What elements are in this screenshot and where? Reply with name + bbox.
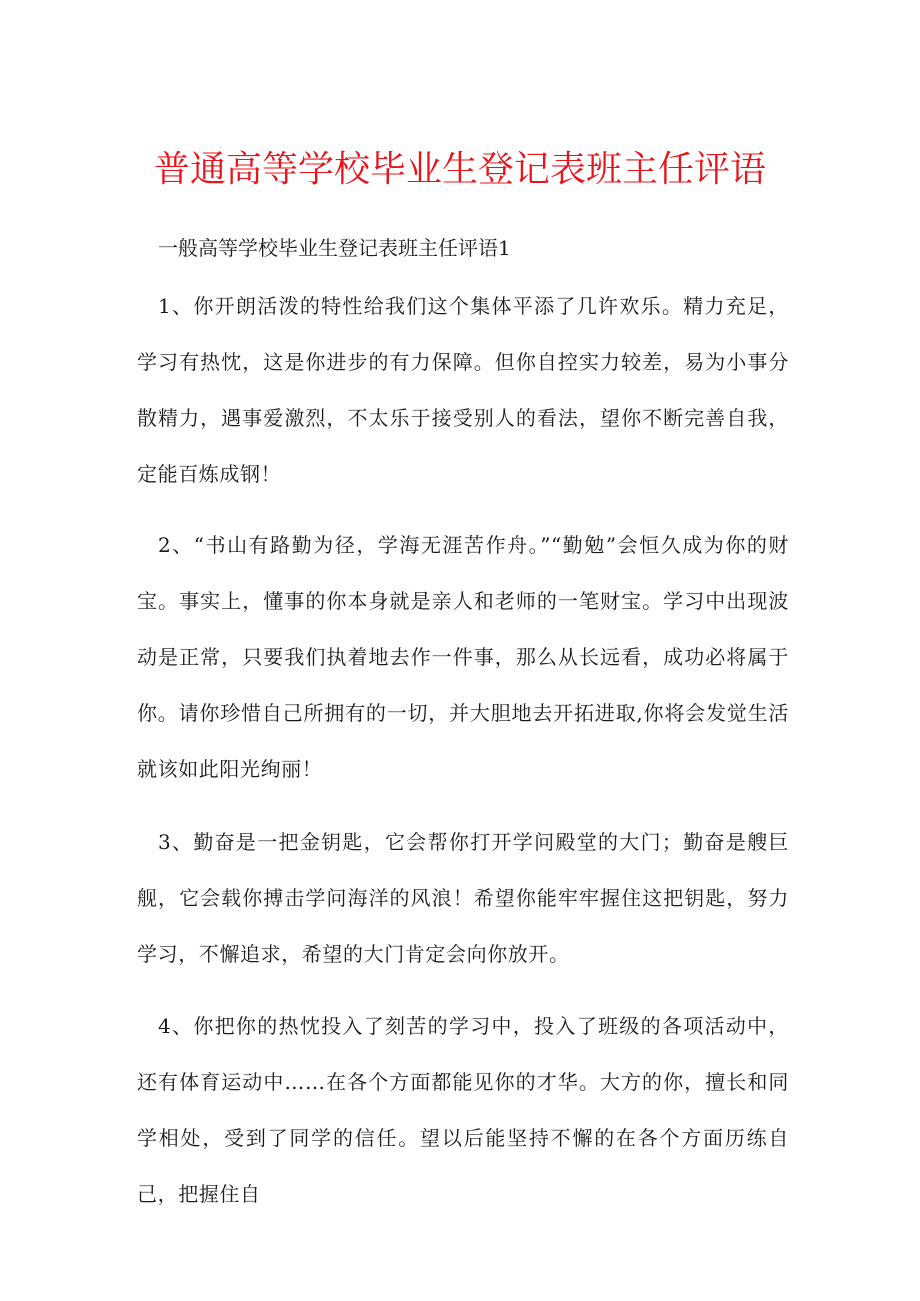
comment-paragraph-4: 4、你把你的热忱投入了刻苦的学习中，投入了班级的各项活动中，还有体育运动中……在各个方面都能见你的才华。大方的你，擅长和同学相处，受到了同学的信任。望以后能坚持不懈的在各个方面历练自己，把握住自 xyxy=(137,1014,789,1206)
page-title: 普通高等学校毕业生登记表班主任评语 xyxy=(153,149,766,190)
document-subtitle: 一般高等学校毕业生登记表班主任评语1 xyxy=(158,236,511,260)
comment-paragraph-3: 3、勤奋是一把金钥匙，它会帮你打开学问殿堂的大门；勤奋是艘巨舰，它会载你搏击学问海洋的风浪！希望你能牢牢握住这把钥匙，努力学习，不懈追求，希望的大门肯定会向你放开。 xyxy=(137,830,789,966)
comment-paragraph-1: 1、你开朗活泼的特性给我们这个集体平添了几许欢乐。精力充足，学习有热忱，这是你进步的有力保障。但你自控实力较差，易为小事分散精力，遇事爱激烈，不太乐于接受别人的看法，望你不断完善自我，定能百炼成钢！ xyxy=(137,294,789,486)
comment-paragraph-2: 2、“书山有路勤为径，学海无涯苦作舟。”“勤勉”会恒久成为你的财宝。事实上，懂事的你本身就是亲人和老师的一笔财宝。学习中出现波动是正常，只要我们执着地去作一件事，那么从长远看，成功必将属于你。请你珍惜自己所拥有的一切，并大胆地去开拓进取,你将会发觉生活就该如此阳光绚丽！ xyxy=(137,533,789,781)
